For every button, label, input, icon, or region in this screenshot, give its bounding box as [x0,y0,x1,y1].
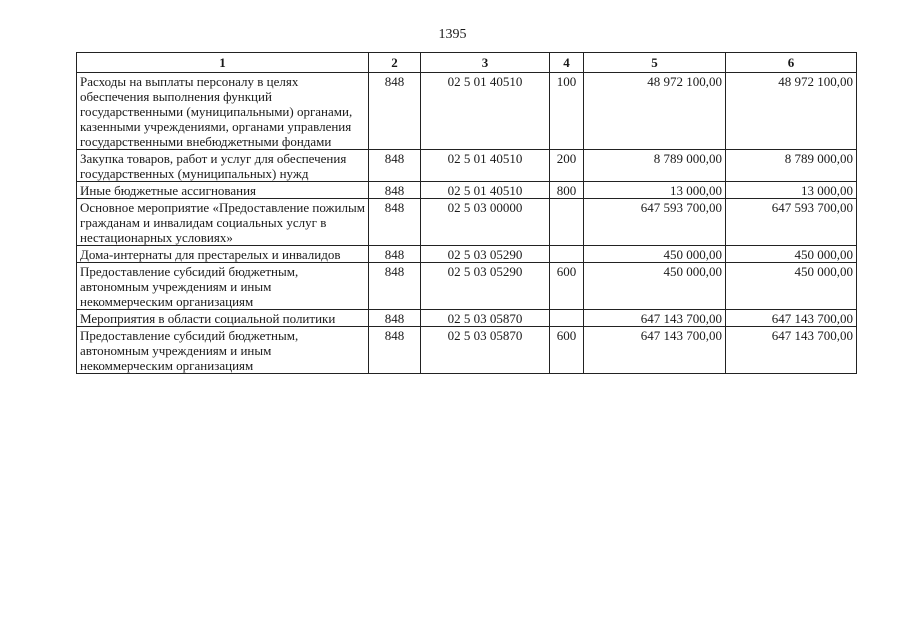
table-row [77,246,857,263]
table-row [77,73,857,150]
row-amount-col5: 450 000,00 [584,263,726,310]
row-expense-type [550,246,584,263]
row-target-article: 02 5 01 40510 [421,73,550,150]
row-expense-type: 100 [550,73,584,150]
row-name: Мероприятия в области социальной политики [77,310,369,327]
page-number: 1395 [438,27,467,42]
table-row [77,150,857,182]
row-expense-type: 800 [550,182,584,199]
budget-table [76,52,857,374]
row-amount-col5: 647 593 700,00 [584,199,726,246]
row-target-article: 02 5 03 00000 [421,199,550,246]
table-row [77,263,857,310]
row-ministry-code: 848 [369,199,421,246]
row-expense-type: 200 [550,150,584,182]
row-target-article: 02 5 03 05290 [421,246,550,263]
row-expense-type: 600 [550,263,584,310]
row-amount-col5: 48 972 100,00 [584,73,726,150]
header-col-3: 3 [421,53,550,73]
row-name: Иные бюджетные ассигнования [77,182,369,199]
row-amount-col6: 48 972 100,00 [726,73,857,150]
table-header-row [77,53,857,73]
row-amount-col5: 647 143 700,00 [584,310,726,327]
table-row [77,327,857,374]
row-target-article: 02 5 03 05290 [421,263,550,310]
row-ministry-code: 848 [369,73,421,150]
header-col-5: 5 [584,53,726,73]
row-expense-type [550,199,584,246]
row-expense-type: 600 [550,327,584,374]
header-col-6: 6 [726,53,857,73]
row-name: Закупка товаров, работ и услуг для обеспечения государственных (муниципальных) нужд [77,150,369,182]
row-amount-col6: 647 143 700,00 [726,327,857,374]
row-expense-type [550,310,584,327]
row-amount-col6: 13 000,00 [726,182,857,199]
row-ministry-code: 848 [369,150,421,182]
row-target-article: 02 5 01 40510 [421,150,550,182]
row-target-article: 02 5 03 05870 [421,327,550,374]
row-ministry-code: 848 [369,327,421,374]
row-amount-col5: 8 789 000,00 [584,150,726,182]
row-name: Предоставление субсидий бюджетным, автономным учреждениям и иным некоммерческим организациям [77,263,369,310]
row-target-article: 02 5 03 05870 [421,310,550,327]
table-row [77,199,857,246]
row-ministry-code: 848 [369,182,421,199]
row-amount-col6: 647 143 700,00 [726,310,857,327]
row-amount-col6: 647 593 700,00 [726,199,857,246]
row-amount-col6: 8 789 000,00 [726,150,857,182]
table-row [77,182,857,199]
row-amount-col5: 13 000,00 [584,182,726,199]
row-ministry-code: 848 [369,310,421,327]
row-name: Предоставление субсидий бюджетным, автономным учреждениям и иным некоммерческим организациям [77,327,369,374]
row-amount-col5: 647 143 700,00 [584,327,726,374]
header-col-2: 2 [369,53,421,73]
row-target-article: 02 5 01 40510 [421,182,550,199]
row-amount-col6: 450 000,00 [726,246,857,263]
row-name: Дома-интернаты для престарелых и инвалидов [77,246,369,263]
header-col-4: 4 [550,53,584,73]
row-name: Основное мероприятие «Предоставление пожилым гражданам и инвалидам социальных услуг в нестационарных условиях» [77,199,369,246]
row-amount-col5: 450 000,00 [584,246,726,263]
row-ministry-code: 848 [369,263,421,310]
row-ministry-code: 848 [369,246,421,263]
row-name: Расходы на выплаты персоналу в целях обеспечения выполнения функций государственными (муниципальными) органами, казенными учреждениями, органами управления государственными внебюджетными фондами [77,73,369,150]
header-col-1: 1 [77,53,369,73]
table-row [77,310,857,327]
row-amount-col6: 450 000,00 [726,263,857,310]
